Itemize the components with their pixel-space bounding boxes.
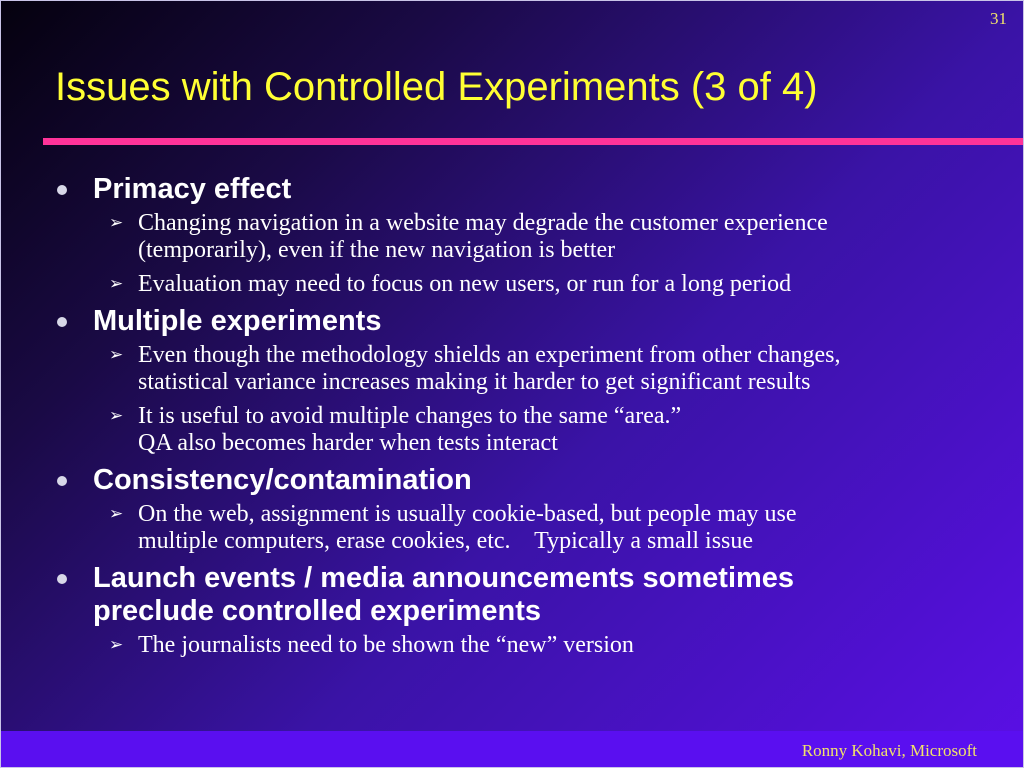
sub-item-text: On the web, assignment is usually cookie-based, but people may use: [138, 501, 797, 527]
sub-item-text: Even though the methodology shields an experiment from other changes,: [138, 342, 841, 368]
sub-item-text: The journalists need to be shown the “new” version: [138, 632, 634, 658]
sub-item-text: It is useful to avoid multiple changes to the same “area.”: [138, 403, 682, 429]
topic-label: Consistency/contamination: [93, 464, 472, 496]
sub-list: [93, 632, 995, 659]
sub-list: [93, 501, 995, 555]
title-divider: [43, 138, 1024, 145]
footer-author: Ronny Kohavi, Microsoft: [801, 741, 977, 760]
sub-list: [93, 210, 995, 298]
round-bullet-icon: [57, 574, 67, 584]
sub-item: [93, 403, 995, 457]
sub-item: [93, 501, 995, 555]
arrow-bullet-icon: ➢: [109, 274, 124, 294]
arrow-bullet-icon: ➢: [109, 504, 124, 524]
sub-item-text: multiple computers, erase cookies, etc. Typically a small issue: [138, 528, 754, 554]
arrow-bullet-icon: ➢: [109, 345, 124, 365]
sub-item-text: statistical variance increases making it harder to get significant results: [138, 369, 811, 395]
topic-label: preclude controlled experiments: [93, 595, 542, 627]
sub-item: [93, 342, 995, 396]
topic-consistency-contamination: [55, 464, 995, 555]
topic-multiple-experiments: [55, 305, 995, 457]
slide-title: Issues with Controlled Experiments (3 of 4): [55, 65, 818, 109]
round-bullet-icon: [57, 317, 67, 327]
sub-item: [93, 210, 995, 264]
round-bullet-icon: [57, 476, 67, 486]
round-bullet-icon: [57, 185, 67, 195]
sub-item-text: Evaluation may need to focus on new users, or run for a long period: [138, 271, 792, 297]
sub-item: [93, 632, 995, 659]
sub-list: [93, 342, 995, 457]
sub-item-text: (temporarily), even if the new navigation is better: [138, 237, 616, 263]
sub-item: [93, 271, 995, 298]
arrow-bullet-icon: ➢: [109, 635, 124, 655]
topic-launch-events: [55, 562, 995, 659]
arrow-bullet-icon: ➢: [109, 406, 124, 426]
topic-primacy-effect: [55, 173, 995, 298]
bullet-list: [55, 173, 995, 666]
sub-item-text: QA also becomes harder when tests interact: [138, 430, 558, 456]
arrow-bullet-icon: ➢: [109, 213, 124, 233]
sub-item-text: Changing navigation in a website may degrade the customer experience: [138, 210, 828, 236]
page-number: 31: [990, 9, 1007, 28]
topic-label: Launch events / media announcements sometimes: [93, 562, 795, 594]
topic-label: Multiple experiments: [93, 305, 382, 337]
topic-label: Primacy effect: [93, 173, 292, 205]
